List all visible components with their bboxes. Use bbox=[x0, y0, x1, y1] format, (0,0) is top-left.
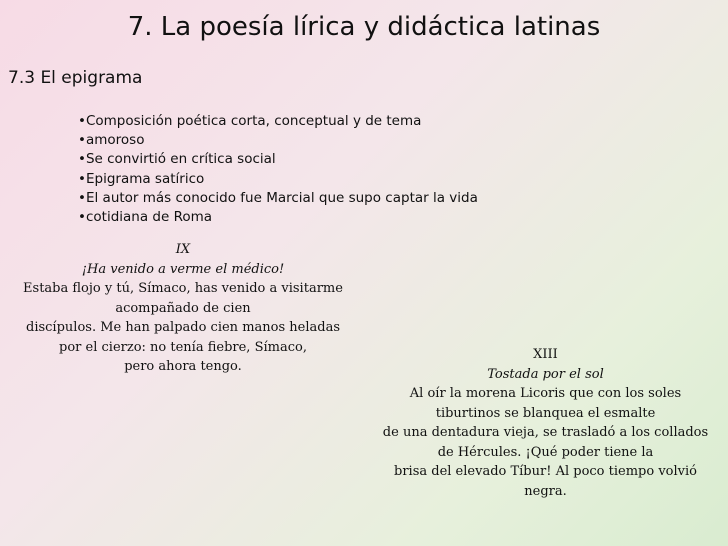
bullet-item: • El autor más conocido fue Marcial que supo captar la vida bbox=[78, 189, 538, 208]
bullet-list bbox=[78, 112, 538, 227]
poem-number: XIII bbox=[533, 347, 558, 362]
poem-line: acompañado de cien bbox=[115, 300, 251, 316]
poem-title: Tostada por el sol bbox=[487, 366, 604, 382]
poem-line: pero ahora tengo. bbox=[124, 359, 242, 374]
poem-line: discípulos. Me han palpado cien manos heladas bbox=[26, 320, 340, 335]
poem-line: de Hércules. ¡Qué poder tiene la bbox=[437, 444, 654, 460]
poem-line: Estaba flojo y tú, Símaco, has venido a visitarme bbox=[23, 281, 343, 296]
poem-title: ¡Ha venido a verme el médico! bbox=[81, 261, 285, 277]
poem-line: brisa del elevado Tíbur! Al poco tiempo volvió bbox=[394, 464, 697, 479]
bullet-item: • Epigrama satírico bbox=[78, 170, 538, 189]
poem-ix bbox=[0, 240, 366, 377]
poem-xiii bbox=[363, 345, 728, 501]
poem-line: tiburtinos se blanquea el esmalte bbox=[435, 405, 656, 421]
bullet-continuation: • amoroso bbox=[78, 131, 538, 150]
poem-line: de una dentadura vieja, se trasladó a los collados bbox=[382, 425, 709, 440]
section-heading: 7.3 El epigrama bbox=[8, 68, 143, 88]
slide-title: 7. La poesía lírica y didáctica latinas bbox=[127, 12, 601, 42]
bullet-item: • Composición poética corta, conceptual y de tema bbox=[78, 112, 538, 131]
poem-number: IX bbox=[175, 242, 191, 257]
poem-line: por el cierzo: no tenía fiebre, Símaco, bbox=[59, 339, 307, 355]
bullet-item: • Se convirtió en crítica social bbox=[78, 150, 538, 169]
poem-line: Al oír la morena Licoris que con los soles bbox=[409, 386, 682, 401]
poem-line: negra. bbox=[524, 483, 567, 499]
bullet-continuation: • cotidiana de Roma bbox=[78, 208, 538, 227]
